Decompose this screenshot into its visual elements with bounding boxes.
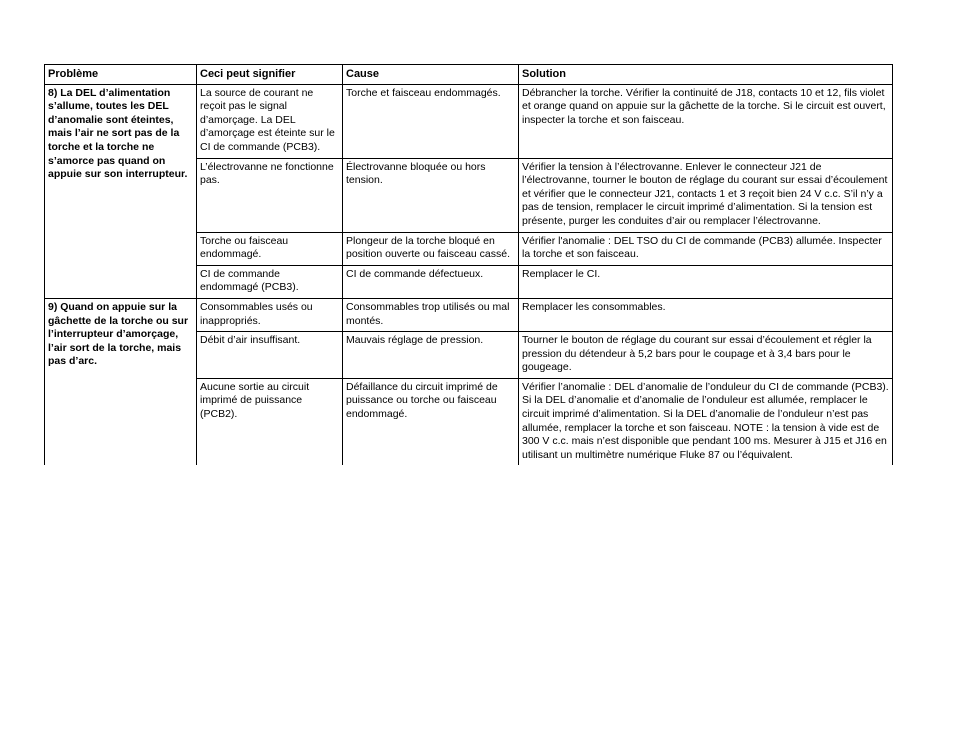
cause-cell: Consommables trop utilisés ou mal montés.: [343, 298, 519, 331]
solution-cell: Vérifier l’anomalie : DEL d’anomalie de l’onduleur du CI de commande (PCB3). Si la DEL d’anomalie et d’anomalie de l’onduleur est allumée, remplacer le circuit imprimé d’alimentation. Si la DEL d’anomalie de l’onduleur n’est pas allumée, remplacer la torche et son faisceau. NOTE : la tension à vide est de 300 V c.c. mais n’est disponible que pendant 100 ms. Mesurer à J15 et J16 en utilisant un multimètre numérique Fluke 87 ou l’équivalent.: [519, 378, 893, 465]
signifie-cell: Débit d’air insuffisant.: [197, 332, 343, 379]
signifie-cell: Aucune sortie au circuit imprimé de puissance (PCB2).: [197, 378, 343, 465]
signifie-cell: La source de courant ne reçoit pas le signal d’amorçage. La DEL d’amorçage est éteinte sur le CI de commande (PCB3).: [197, 84, 343, 158]
cause-cell: CI de commande défectueux.: [343, 265, 519, 298]
problem-9-cell: [45, 298, 197, 465]
problem-number: 8): [48, 86, 58, 99]
solution-cell: Remplacer le CI.: [519, 265, 893, 298]
solution-cell: Tourner le bouton de réglage du courant sur essai d’écoulement et régler la pression du détendeur à 5,2 bars pour le coupage et à 3,4 bars pour le gougeage.: [519, 332, 893, 379]
cause-cell: Plongeur de la torche bloqué en position ouverte ou faisceau cassé.: [343, 232, 519, 265]
problem-8-cell: [45, 84, 197, 298]
signifie-cell: Consommables usés ou inappropriés.: [197, 298, 343, 331]
solution-cell: Remplacer les consommables.: [519, 298, 893, 331]
header-cause: Cause: [343, 65, 519, 85]
signifie-cell: L’électrovanne ne fonctionne pas.: [197, 158, 343, 232]
cause-cell: Torche et faisceau endommagés.: [343, 84, 519, 158]
table-row: [45, 84, 893, 158]
cause-cell: Électrovanne bloquée ou hors tension.: [343, 158, 519, 232]
header-solution: Solution: [519, 65, 893, 85]
solution-cell: Débrancher la torche. Vérifier la continuité de J18, contacts 10 et 12, fils violet et orange quand on appuie sur la gâchette de la torche. Si le circuit est ouvert, inspecter la torche et son faisceau.: [519, 84, 893, 158]
header-signifie: Ceci peut signifier: [197, 65, 343, 85]
header-probleme: Problème: [45, 65, 197, 85]
table-row: [45, 298, 893, 331]
solution-cell: Vérifier la tension à l’électrovanne. Enlever le connecteur J21 de l’électrovanne, tourner le bouton de réglage du courant sur essai d’écoulement et vérifier que le connecteur J21, contacts 1 et 3 reçoit bien 24 V c.c. S’il n’y a pas de tension, remplacer le circuit imprimé d’alimentation. Si la tension est présente, purger les conduites d’air ou remplacer l’électrovanne.: [519, 158, 893, 232]
signifie-cell: CI de commande endommagé (PCB3).: [197, 265, 343, 298]
problem-number: 9): [48, 300, 58, 313]
signifie-cell: Torche ou faisceau endommagé.: [197, 232, 343, 265]
cause-cell: Mauvais réglage de pression.: [343, 332, 519, 379]
problem-text: Quand on appuie sur la gâchette de la torche ou sur l’interrupteur d’amorçage, l’air sort de la torche, mais pas d’arc.: [48, 300, 189, 368]
solution-cell: Vérifier l'anomalie : DEL TSO du CI de commande (PCB3) allumée. Inspecter la torche et son faisceau.: [519, 232, 893, 265]
cause-cell: Défaillance du circuit imprimé de puissance ou torche ou faisceau endommagé.: [343, 378, 519, 465]
problem-text: La DEL d’alimentation s’allume, toutes les DEL d’anomalie sont éteintes, mais l’air ne sort pas de la torche et la torche ne s’amorce pas quand on appuie sur son interrupteur.: [48, 86, 188, 181]
troubleshooting-table: [44, 64, 893, 465]
header-row: [45, 65, 893, 85]
